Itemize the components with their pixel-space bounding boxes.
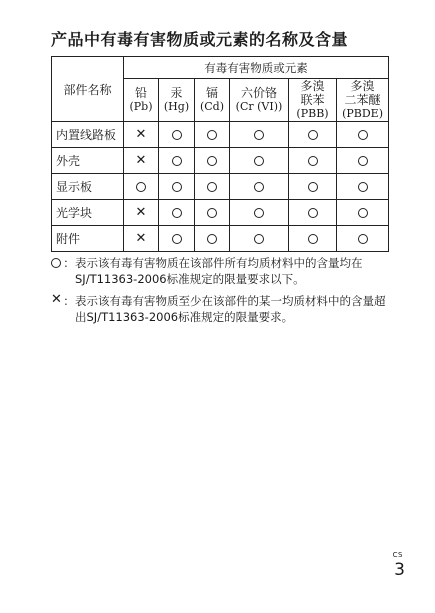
circle-mark-icon	[254, 130, 264, 140]
compliance-cell	[230, 174, 289, 200]
table-row	[52, 122, 389, 148]
compliance-cell	[337, 200, 389, 226]
compliance-cell	[159, 148, 195, 174]
compliance-cell	[289, 148, 337, 174]
compliance-cell	[289, 200, 337, 226]
compliance-cell	[124, 226, 159, 252]
circle-mark-icon	[308, 182, 318, 192]
table-row	[52, 148, 389, 174]
cross-note	[51, 293, 396, 325]
compliance-cell	[195, 122, 230, 148]
substance-header	[289, 79, 337, 122]
circle-mark-icon	[308, 156, 318, 166]
hazardous-substance-table	[51, 56, 389, 252]
substance-header	[159, 79, 195, 122]
compliance-cell	[337, 122, 389, 148]
part-name-header: 部件名称	[52, 57, 124, 122]
page-title: 产品中有毒有害物质或元素的名称及含量	[51, 30, 349, 49]
circle-mark-icon	[136, 182, 146, 192]
substance-header	[124, 79, 159, 122]
circle-mark-icon	[172, 182, 182, 192]
part-name: 内置线路板	[52, 122, 124, 148]
circle-mark-icon	[358, 156, 368, 166]
compliance-cell	[289, 174, 337, 200]
part-name: 光学块	[52, 200, 124, 226]
note-colon: ：	[63, 256, 75, 270]
circle-mark-icon	[308, 208, 318, 218]
part-name: 外壳	[52, 148, 124, 174]
part-name: 附件	[52, 226, 124, 252]
part-name: 显示板	[52, 174, 124, 200]
circle-mark-icon	[308, 234, 318, 244]
circle-mark-icon	[207, 156, 217, 166]
circle-mark-icon	[172, 130, 182, 140]
compliance-cell	[195, 226, 230, 252]
circle-mark-icon	[254, 182, 264, 192]
cross-mark-icon: ✕	[51, 292, 62, 307]
circle-mark-icon	[358, 182, 368, 192]
notes-section	[51, 255, 396, 331]
substance-name: 镉	[205, 86, 218, 100]
compliance-cell	[159, 122, 195, 148]
compliance-cell	[159, 226, 195, 252]
circle-mark-icon	[254, 234, 264, 244]
cross-mark-icon: ✕	[135, 231, 147, 246]
circle-mark-icon	[172, 234, 182, 244]
compliance-cell	[195, 200, 230, 226]
substance-symbol: (Cr (VI))	[235, 100, 283, 113]
substance-header	[230, 79, 289, 122]
substance-name: 联苯	[300, 93, 325, 107]
page-number: 3	[394, 560, 405, 580]
compliance-cell	[289, 226, 337, 252]
cross-note-text: 表示该有毒有害物质至少在该部件的某一均质材料中的含量超出SJ/T11363-2006标准规定的限量要求。	[75, 294, 386, 324]
cross-mark-icon: ✕	[135, 153, 147, 168]
compliance-cell	[159, 200, 195, 226]
substance-name: 多溴	[350, 79, 375, 93]
compliance-cell	[337, 226, 389, 252]
compliance-cell	[124, 200, 159, 226]
table-body	[52, 122, 389, 252]
substance-name: 六价铬	[240, 86, 277, 100]
circle-mark-icon	[308, 130, 318, 140]
compliance-cell	[195, 174, 230, 200]
circle-mark-icon	[207, 208, 217, 218]
substance-symbol: (Pb)	[129, 100, 153, 113]
substance-symbol: (Hg)	[163, 100, 190, 113]
circle-mark-icon	[254, 156, 264, 166]
substance-symbol: (Cd)	[199, 100, 225, 113]
compliance-cell	[124, 148, 159, 174]
substance-name: 二苯醚	[344, 93, 381, 107]
substance-name: 铅	[134, 86, 147, 100]
note-colon: ：	[63, 294, 75, 308]
circle-note	[51, 255, 396, 287]
table-row	[52, 226, 389, 252]
circle-mark-icon	[207, 234, 217, 244]
circle-mark-icon	[207, 130, 217, 140]
circle-note-text: 表示该有毒有害物质在该部件所有均质材料中的含量均在SJ/T11363-2006标准规定的限量要求以下。	[75, 256, 363, 286]
compliance-cell	[195, 148, 230, 174]
compliance-cell	[337, 174, 389, 200]
compliance-cell	[230, 148, 289, 174]
circle-mark-icon	[207, 182, 217, 192]
compliance-cell	[337, 148, 389, 174]
circle-mark-icon	[358, 234, 368, 244]
substance-name: 汞	[170, 86, 183, 100]
cross-mark-icon: ✕	[135, 127, 147, 142]
circle-mark-icon	[172, 156, 182, 166]
compliance-cell	[230, 122, 289, 148]
substance-header	[195, 79, 230, 122]
circle-mark-icon	[172, 208, 182, 218]
compliance-cell	[230, 200, 289, 226]
compliance-cell	[124, 122, 159, 148]
compliance-cell	[124, 174, 159, 200]
substance-symbol: (PBB)	[296, 107, 329, 120]
substance-symbol: (PBDE)	[342, 107, 383, 120]
circle-mark-icon	[358, 208, 368, 218]
compliance-cell	[230, 226, 289, 252]
table-row	[52, 174, 389, 200]
cross-mark-icon: ✕	[135, 205, 147, 220]
compliance-cell	[159, 174, 195, 200]
circle-mark-icon	[51, 258, 61, 268]
substance-name: 多溴	[300, 79, 325, 93]
circle-mark-icon	[358, 130, 368, 140]
substance-group-header: 有毒有害物质或元素	[124, 57, 389, 79]
table-row	[52, 200, 389, 226]
substance-header	[337, 79, 389, 122]
circle-mark-icon	[254, 208, 264, 218]
compliance-cell	[289, 122, 337, 148]
language-code: CS	[392, 551, 403, 559]
